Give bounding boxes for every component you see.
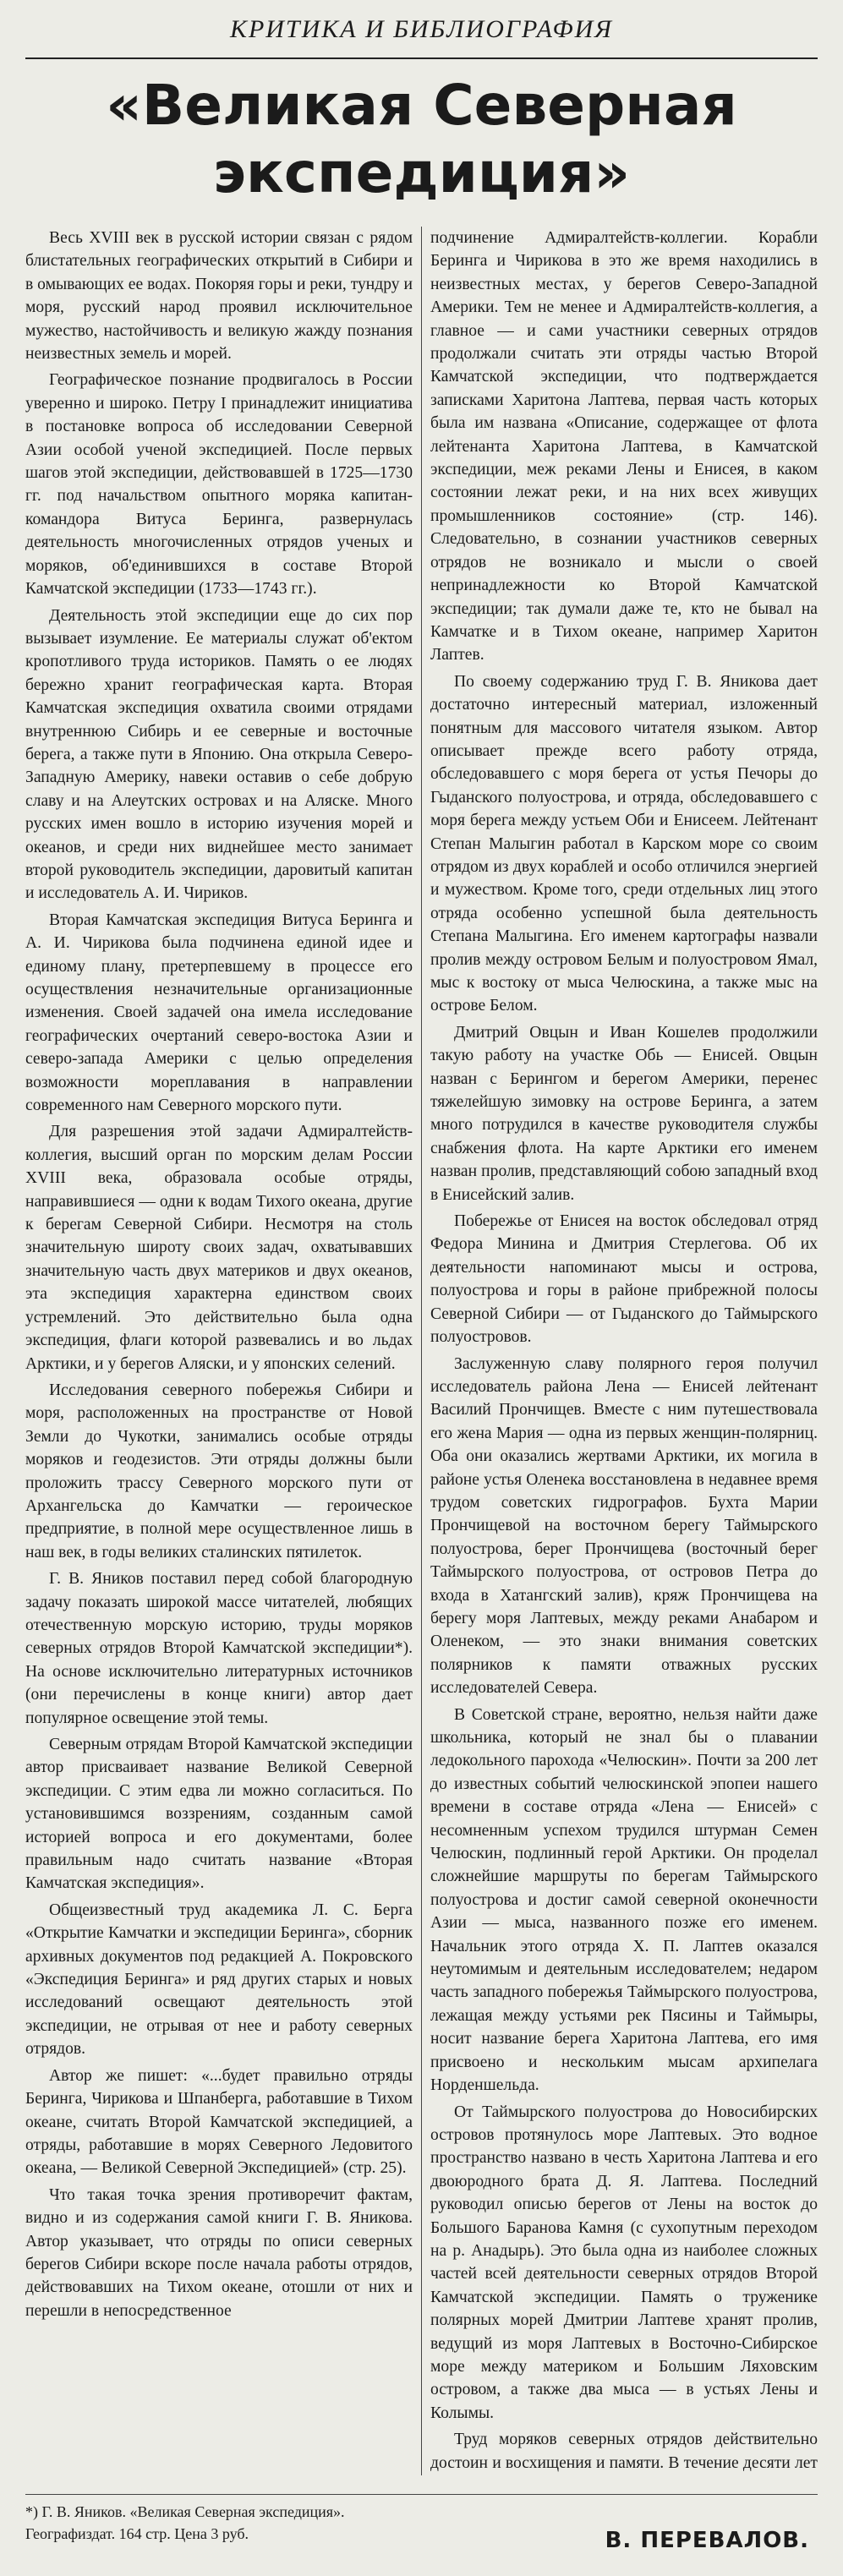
article-columns bbox=[25, 227, 818, 2475]
paragraph: Общеизвестный труд академика Л. С. Берга «Открытие Камчатки и экспедиции Беринга», сборник архивных документов под редакцией А. Покровского «Экспедиция Беринга» и ряд других старых и новых исследований освещают деятельность этой экспедиции, не отрывая от нее и работу северных отрядов. bbox=[25, 1901, 413, 2059]
paragraph: Дмитрий Овцын и Иван Кошелев продолжили такую работу на участке Обь — Енисей. Овцын назван с Берингом и берегом Америки, перенес тяжелейшую зимовку на острове Беринга, а затем много потрудился в качестве руководителя службы снабжения флота. На карте Арктики его именем назван пролив, представляющий собою западный вход в Енисейский залив. bbox=[430, 1023, 818, 1204]
paragraph: Что такая точка зрения противоречит фактам, видно и из содержания самой книги Г. В. Яникова. Автор указывает, что отряды по описи северных берегов Сибири вскоре после начала работы отрядов, действовавших на Тихом океане, отошли от них и перешли в непосредственное bbox=[25, 2185, 413, 2320]
paragraph: Автор же пишет: «...будет правильно отряды Беринга, Чирикова и Шпанберга, работавшие в Тихом океане, считать Второй Камчатской экспедицией, а отряды, работавшие в морях Северного Ледовитого океана, — Великой Северной Экспедицией» (стр. 25). bbox=[25, 2066, 413, 2178]
right-column bbox=[430, 227, 818, 2475]
author-signature: В. ПЕРЕВАЛОВ. bbox=[605, 2528, 809, 2553]
paragraph: По своему содержанию труд Г. В. Яникова дает достаточно интересный материал, изложенный понятным для массового читателя языком. Автор описывает прежде всего работу отряда, обследовавшего с моря берега от устья Печоры до Гыданского полуострова, и отряда, обследовавшего с моря берега между устьем Оби и Енисеем. Лейтенант Степан Малыгин работал в Карском море со своим отрядом из двух кораблей и особо отличился энергией и мужеством. Кроме того, среди отдельных лиц этого отряда особенно успешной была деятельность Степана Малыгина. Его именем картографы назвали пролив между островом Белым и полуостровом Ямал, мыс к востоку от мыса Челюскина, а также мыс на острове Белом. bbox=[430, 672, 818, 1015]
footnote: *) Г. В. Яников. «Великая Северная экспедиция». Географиздат. 164 стр. Цена 3 руб. bbox=[25, 2503, 345, 2542]
left-column bbox=[25, 227, 413, 2475]
rubric-rule bbox=[25, 57, 818, 59]
paragraph: подчинение Адмиралтейств-коллегии. Корабли Беринга и Чирикова в это же время находились в неизвестных местах, у берегов Северо-Западной Америки. Тем не менее и Адмиралтейств-коллегия, а главное — и сами участники северных отрядов продолжали считать эти отряды частью Второй Камчатской экспедиции, что подтверждается записками Харитона Лаптева, первая часть которых была им названа «Описание, содержащее от флота лейтенанта Харитона Лаптева, в Камчатской экспедиции, меж реками Лены и Енисея, в каком состоянии лежат реки, и на них всех живущих промышленников состояние» (стр. 146). Следовательно, в сознании участников северных отрядов не возникало и мысли о своей непринадлежности ко Второй Камчатской экспедиции; так думали даже те, кто не бывал на Камчатке и в Тихом океане, например Харитон Лаптев. bbox=[430, 229, 818, 665]
footnote-rule bbox=[25, 2494, 818, 2495]
section-rubric: КРИТИКА И БИБЛИОГРАФИЯ bbox=[230, 15, 613, 43]
article-headline bbox=[0, 72, 843, 207]
paragraph: Деятельность этой экспедиции еще до сих пор вызывает изумление. Ее материалы служат об'ектом кропотливого труда историков. Память о ее людях бережно хранит географическая карта. Вторая Камчатская экспедиция охватила своими отрядами внутреннюю Сибирь и ее северные и восточные берега, а также пути в Японию. Она открыла Северо-Западную Америку, навеки оставив о себе добрую славу и на Алеутских островах и на Аляске. Много русских имен вошло в историю изучения морей и океанов, и среди них виднейшее место занимает второй руководитель экспедиции, даровитый капитан и исследователь А. И. Чириков. bbox=[25, 606, 413, 903]
paragraph: Г. В. Яников поставил перед собой благородную задачу показать широкой массе читателей, любящих отечественную морскую историю, труды моряков северных отрядов Второй Камчатской экспедиции*). На основе исключительно литературных источников (они перечислены в конце книги) автор дает популярное освещение этой темы. bbox=[25, 1570, 413, 1727]
paragraph: Северным отрядам Второй Камчатской экспедиции автор присваивает название Великой Северной экспедиции. С этим едва ли можно согласиться. По установившимся воззрениям, созданным самой историей вопроса и его документами, более правильным надо считать название «Вторая Камчатская экспедиция». bbox=[25, 1736, 413, 1893]
paragraph: Для разрешения этой задачи Адмиралтейств-коллегия, высший орган по морским делам России XVIII века, образовала особые отряды, направившиеся — одни к водам Тихого океана, другие к берегам Северной Сибири. Несмотря на столь значительную широту своих задач, охватывавших значительную часть двух материков и двух океанов, эта экспедиция характерна единством своих устремлений. Это действительно была одна экспедиция, флаги которой развевались и во льдах Арктики, и у берегов Аляски, и у японских селений. bbox=[25, 1123, 413, 1373]
paragraph: Исследования северного побережья Сибири и моря, расположенных на пространстве от Новой Земли до Чукотки, занимались особые отряды моряков и геодезистов. Эти отряды должны были проложить трассу Северного морского пути от Архангельска до Камчатки — героическое предприятие, в полной мере осуществленное лишь в наш век, в годы великих сталинских пятилеток. bbox=[25, 1381, 413, 1561]
paragraph: Труд моряков северных отрядов действительно достоин и восхищения и памяти. В течение десяти лет bbox=[430, 2431, 818, 2472]
paragraph: От Таймырского полуострова до Новосибирских островов протянулось море Лаптевых. Это водное пространство названо в честь Харитона Лаптева и его двоюродного брата Д. Я. Лаптева. Последний руководил описью берегов от Лены на восток до Большого Баранова Камня (с сухопутным переходом на р. Анадырь). Это была одна из наиболее сложных частей всей деятельности северных отрядов Второй Камчатской экспедиции. Память о труженике полярных морей Дмитрии Лаптеве хранят пролив, ведущий из моря Лаптевых в Восточно-Сибирское море между материком и Большим Ляховским островом, а также два мыса — в устьях Лены и Колымы. bbox=[430, 2103, 818, 2422]
headline-line-1: «Великая Северная bbox=[106, 73, 737, 138]
paragraph: Весь XVIII век в русской истории связан с рядом блистательных географических открытий в Сибири и в омывающих ее водах. Покоряя горы и реки, тундру и моря, русский народ проявил исключительное мужество, настойчивость и великую жажду познания неизвестных земель и морей. bbox=[25, 229, 413, 364]
headline-line-2: экспедиция» bbox=[212, 140, 631, 205]
paragraph: Побережье от Енисея на восток обследовал отряд Федора Минина и Дмитрия Стерлегова. Об их деятельности напоминают мысы и острова, полуострова и горы в районе прибрежной полосы Северной Сибири — от Гыданского до Таймырского полуостровов. bbox=[430, 1212, 818, 1347]
paragraph: Заслуженную славу полярного героя получил исследователь района Лена — Енисей лейтенант Василий Прончищев. Вместе с ним путешествовала его жена Мария — одна из первых женщин-полярниц. Оба они оказались жертвами Арктики, их могила в районе устья Оленека восстановлена в недавнее время трудом советских гидрографов. Бухта Марии Прончищевой на восточном берегу Таймырского полуострова, берег Прончищева (восточный берег Таймырского полуострова, от островов Петра до входа в Хатангский залив), кряж Прончищева на берегу моря Лаптевых, между реками Анабаром и Оленеком, — это знаки внимания советских полярников к памяти отважных русских исследователей Севера. bbox=[430, 1354, 818, 1698]
paragraph: Географическое познание продвигалось в России уверенно и широко. Петру I принадлежит инициатива в постановке вопроса об исследовании Северной Азии особой ученой экспедицией. После первых шагов этой экспедиции, действовавшей в 1725—1730 гг. под начальством опытного моряка капитан-командора Витуса Беринга, развернулась деятельность многочисленных отрядов ученых и моряков, об'единившихся в составе Второй Камчатской экспедиции (1733—1743 гг.). bbox=[25, 371, 413, 599]
paragraph: В Советской стране, вероятно, нельзя найти даже школьника, который не знал бы о плавании ледокольного парохода «Челюскин». Почти за 200 лет до известных событий челюскинской эпопеи нашего времени в составе отряда «Лена — Енисей» с несомненным успехом трудился штурман Семен Челюскин, подлинный герой Арктики. Он проделал сложнейшие маршруты по берегам Таймырского полуострова и достиг самой северной оконечности Азии — мыса, названного позже его именем. Начальник этого отряда Х. П. Лаптев оказался неутомимым и деятельным исследователем; недаром часть западного побережья Таймырского полуострова, лежащая между устьями рек Пясины и Таймыры, носит название берега Харитона Лаптева, его имя присвоено и нескольким мысам архипелага Норденшельда. bbox=[430, 1705, 818, 2095]
paragraph: Вторая Камчатская экспедиция Витуса Беринга и А. И. Чирикова была подчинена единой идее и единому плану, претерпевшему в процессе его осуществления незначительные организационные изменения. Своей задачей она имела исследование географических очертаний северо-востока Азии и северо-запада Америки с целью определения возможности мореплавания в направлении современного нам Северного морского пути. bbox=[25, 911, 413, 1115]
column-divider bbox=[421, 227, 422, 2475]
